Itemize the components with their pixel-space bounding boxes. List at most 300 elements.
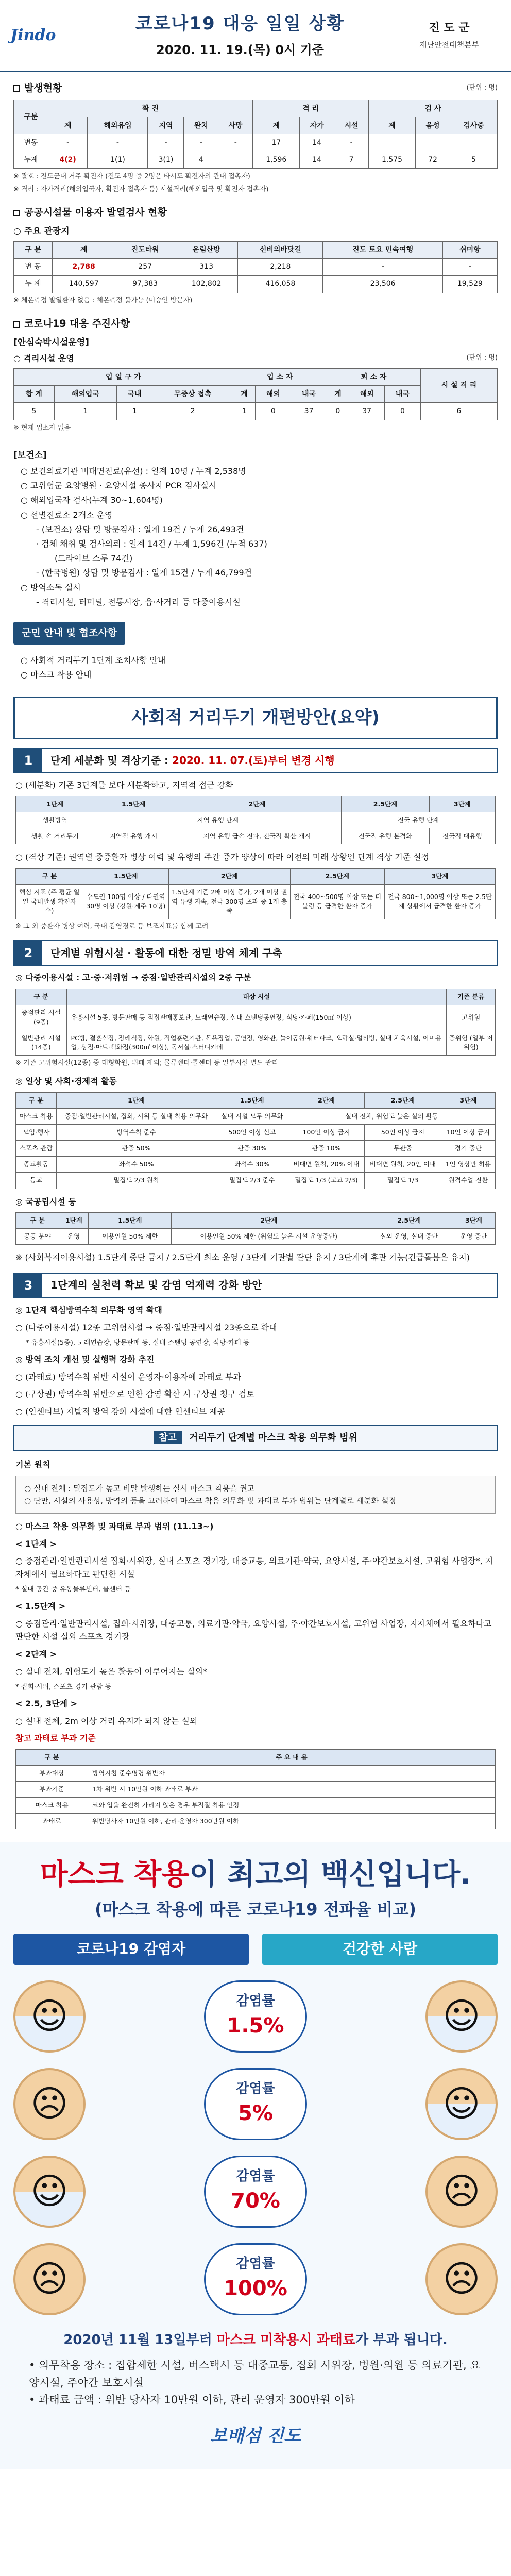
cell: 방역지침 준수명령 위반자 — [88, 1765, 496, 1781]
table-header: 지역 — [148, 117, 184, 134]
cell: 관중 10% — [288, 1141, 364, 1157]
masked-person-icon: ☺ — [13, 2156, 86, 2228]
cell — [218, 151, 253, 168]
cell: 14 — [300, 151, 334, 168]
scenario-row — [13, 1980, 498, 2053]
detail-line: • 의무착용 장소 : 집합제한 시설, 버스택시 등 대중교통, 집회 시위장, 병원·의원 등 의료기관, 요양시설, 주야간 보호시설 — [29, 2359, 481, 2389]
cell: 102,802 — [175, 276, 237, 293]
cell: 밀집도 1/3 (고교 2/3) — [288, 1173, 364, 1189]
cell: 중위험 (일부 저위험) — [447, 1030, 496, 1056]
table-header: 내국 — [291, 386, 327, 403]
unmasked-person-icon: ☹ — [13, 2068, 86, 2140]
cell: 2,218 — [238, 258, 323, 275]
mask-callout — [13, 1425, 498, 1451]
cell: 37 — [349, 403, 385, 420]
table-header: 해외유입 — [88, 117, 148, 134]
cell: 이용인원 50% 제한 — [89, 1229, 172, 1245]
cell: 전국 400~500명 이상 또는 더블링 등 급격한 환자 증가 — [290, 884, 384, 919]
poster-headline-emphasis: 마스크 착용 — [40, 1858, 190, 1892]
step-number: 1 — [14, 749, 42, 772]
table-header: 계 — [369, 117, 416, 134]
scenario-row — [13, 2156, 498, 2228]
row-label: 마스크 착용 — [16, 1798, 88, 1814]
cell: 실외 운영, 실내 중단 — [366, 1229, 452, 1245]
table-header: 해외 — [256, 386, 291, 403]
facility-table — [13, 241, 498, 293]
cell: 4 — [184, 151, 218, 168]
table-row — [16, 1798, 496, 1814]
table-header: 사망 — [218, 117, 253, 134]
table-header: 해외 — [349, 386, 385, 403]
paragraph: ○ 실내 전체 : 밀집도가 높고 비말 발생하는 실시 마스크 착용을 권고 — [24, 1483, 255, 1493]
paragraph: ○ (다중이용시설) 12종 고위험시설 → 중점·일반관리시설 23종으로 확대 — [15, 1322, 277, 1332]
paragraph: ※ (사회복지이용시설) 1.5단계 중단 금지 / 2.5단계 최소 운영 / 3단계 기관별 판단 유지 / 3단계에 휴관 가능(긴급돌봄은 유지) — [15, 1252, 470, 1263]
step-header — [13, 1273, 498, 1298]
poster-subheadline: (마스크 착용에 따른 코로나19 전파율 비교) — [94, 1899, 417, 1919]
table-header: 진도 토요 민속여행 — [323, 241, 442, 258]
table-header: 자가 — [300, 117, 334, 134]
cell: 17 — [253, 134, 300, 151]
subsection-title: ◎ 다중이용시설 : 고·중·저위험 → 중점·일반관리시설의 2중 구분 — [15, 973, 251, 983]
list-item: (드라이브 스루 74건) — [55, 553, 133, 564]
cell: 37 — [291, 403, 327, 420]
cell: - — [88, 134, 148, 151]
table-header: 1.5단계 — [89, 1213, 172, 1229]
cell: 7 — [334, 151, 369, 168]
infection-value: 100% — [224, 2277, 287, 2301]
square-bullet-icon — [13, 85, 20, 92]
report-header — [0, 0, 511, 72]
row-label: 마스크 착용 — [16, 1108, 57, 1124]
facility-class-table — [15, 989, 496, 1056]
cell: 4(2) — [48, 151, 88, 168]
disaster-section — [0, 308, 511, 435]
table-row — [16, 1141, 496, 1157]
row-label: 등교 — [16, 1173, 57, 1189]
cell: 운영 — [59, 1229, 89, 1245]
poster-notice — [13, 2331, 498, 2350]
masked-person-icon: ☺ — [425, 2068, 498, 2140]
table-header: 내국 — [385, 386, 420, 403]
step-header: 1 단계 세분화 및 격상기준 : 2020. 11. 07.(토)부터 변경 시행 — [13, 748, 498, 773]
table-note: ※ 기존 고위험시설(12종) 중 대형학원, 뷔페 제외; 물류센터·콜센터 등 일부시설 별도 관리 — [15, 1059, 279, 1067]
table-header: 기존 분류 — [447, 989, 496, 1005]
table-row — [16, 1157, 496, 1173]
table-header: 1.5단계 — [94, 796, 173, 812]
cell: - — [48, 134, 88, 151]
table-row — [16, 1030, 496, 1056]
subsection-title: ◎ 1단계 핵심방역수칙 의무화 영역 확대 — [15, 1304, 162, 1315]
poster-headline-rest: 이 최고의 백신입니다. — [189, 1858, 471, 1892]
list-item: ○ 고위험군 요양병원 · 요양시설 종사자 PCR 검사실시 — [21, 481, 217, 491]
cell: 416,058 — [238, 276, 323, 293]
cell: 비대면 원칙, 20인 이내 — [365, 1157, 441, 1173]
table-header: 2.5단계 — [342, 796, 430, 812]
table-header: 계 — [253, 117, 300, 134]
cell: 방역수칙 준수 — [57, 1125, 216, 1141]
cell: 경기 중단 — [441, 1141, 495, 1157]
table-row — [16, 1173, 496, 1189]
table-header: 2.5단계 — [365, 1092, 441, 1108]
paragraph: ○ (인센티브) 자발적 방역 강화 시설에 대한 인센티브 제공 — [15, 1406, 226, 1416]
cell: 코와 입을 완전히 가리지 않은 경우 부적절 착용 인정 — [88, 1798, 496, 1814]
list-item: ○ 사회적 거리두기 1단계 조치사항 안내 — [21, 655, 166, 665]
subsection-title: 참고 과태료 부과 기준 — [15, 1733, 96, 1743]
subsection-title: ◎ 방역 조치 개선 및 실행력 강화 추진 — [15, 1354, 155, 1364]
cell: 전국적 유행 본격화 — [342, 828, 430, 844]
stage-label: < 2.5, 3단계 > — [15, 1698, 77, 1708]
unmasked-person-icon: ☹ — [13, 2243, 86, 2315]
row-label: 공공 분야 — [16, 1229, 59, 1245]
cell: 전국적 대유행 — [429, 828, 495, 844]
table-header: 3단계 — [441, 1092, 495, 1108]
table-header: 3단계 — [429, 796, 495, 812]
table-row — [16, 828, 496, 844]
cell: 밀집도 2/3 원칙 — [57, 1173, 216, 1189]
cell: 2 — [152, 403, 233, 420]
cell: 수도권 100명 이상 / 타권역 30명 이상 (강원·제주 10명) — [83, 884, 168, 919]
section-title: 코로나19 대응 주진사항 — [24, 318, 130, 330]
step-header — [13, 940, 498, 966]
table-header: 해외입국 — [54, 386, 116, 403]
table-header: 합 계 — [14, 386, 55, 403]
cell: 원격수업 전환 — [441, 1173, 495, 1189]
infection-label: 감염률 — [236, 2168, 275, 2184]
table-header: 1.5단계 — [83, 868, 168, 884]
paragraph-note: * 유흥시설(5종), 노래연습장, 방문판매 등, 실내 스탠딩 공연장, 식당·카페 등 — [26, 1339, 250, 1347]
section-title: 공공시설물 이용자 발열검사 현황 — [24, 207, 167, 218]
cell: - — [442, 258, 497, 275]
cell: 23,506 — [323, 276, 442, 293]
table-header: 주 요 내 용 — [88, 1749, 496, 1765]
cell: PC방, 결혼식장, 장례식장, 학원, 직업훈련기관, 목욕장업, 공연장, 영화관, 놀이공원·워터파크, 오락실·멀티방, 실내 체육시설, 이미용업, 상점·마트·백화점(300㎡ 이상), 독서실·스터디카페 — [66, 1030, 447, 1056]
table-header: 운림산방 — [175, 241, 237, 258]
infection-rate-badge — [204, 2156, 307, 2228]
table-row — [14, 403, 498, 420]
jindo-logo: Jindo — [10, 26, 56, 44]
table-note: ※ 괄호 : 진도군내 거주 확진자 (진도 4명 중 2명은 타시도 확진자의 관내 접촉자) — [13, 172, 250, 180]
cell: 운영 중단 — [452, 1229, 495, 1245]
health-section — [0, 435, 511, 613]
cell: 1,596 — [253, 151, 300, 168]
table-header: 완치 — [184, 117, 218, 134]
table-header: 확 진 — [48, 100, 252, 117]
list-item: ○ 방역소독 실시 — [21, 582, 81, 592]
cell: 밀집도 1/3 — [365, 1173, 441, 1189]
unmasked-person-icon: ☹ — [425, 2156, 498, 2228]
table-header: 진도타워 — [115, 241, 175, 258]
occurrence-section — [0, 72, 511, 196]
subsection-title: 기본 원칙 — [15, 1460, 50, 1470]
row-label: 과태료 — [16, 1814, 88, 1829]
step-number: 2 — [14, 941, 42, 965]
table-row — [16, 884, 496, 919]
table-header: 시 설 격 리 — [420, 368, 497, 403]
paragraph-note: * 실내 공간 중 유통물류센터, 콜센터 등 — [15, 1586, 131, 1594]
stage-label: < 1.5단계 > — [15, 1601, 66, 1612]
table-header: 시설 — [334, 117, 369, 134]
cell: 위반당사자 10만원 이하, 관리·운영자 300만원 이하 — [88, 1814, 496, 1829]
stage-label: < 2단계 > — [15, 1649, 57, 1659]
table-header: 입 소 자 — [233, 368, 327, 385]
table-header: 1.5단계 — [216, 1092, 288, 1108]
cell: 50인 이상 금지 — [365, 1125, 441, 1141]
table-header: 구 분 — [16, 989, 67, 1005]
table-header: 2.5단계 — [290, 868, 384, 884]
cell: 무관중 — [365, 1141, 441, 1157]
infection-label: 감염률 — [236, 2080, 275, 2096]
subsection-title: ◎ 국공립시설 등 — [15, 1196, 76, 1207]
paragraph: ○ 실내 전체, 2m 이상 거리 유지가 되지 않는 실외 — [15, 1716, 198, 1726]
cell: 생활 속 거리두기 — [16, 828, 94, 844]
cell: 97,383 — [115, 276, 175, 293]
list-item: ○ 마스크 착용 안내 — [21, 669, 92, 680]
cell: 전국 유행 단계 — [342, 812, 496, 828]
paragraph: ○ 중점관리·일반관리시설 집회·시위장, 실내 스포츠 경기장, 대중교통, 의료기관·약국, 요양시설, 주·야간보호시설, 고위험 사업장*, 지자체에서 필요하다고 판단한 시설 — [15, 1556, 493, 1579]
table-header: 검 사 — [369, 100, 498, 117]
cell: - — [334, 134, 369, 151]
table-note: ※ 격리 : 자가격리(해외입국자, 확진자 접촉자 등) 시설격리(해외입국 및 확진자 접촉자) — [13, 185, 269, 193]
notice-text: 가 부과 됩니다. — [355, 2332, 448, 2348]
cell: 유흥시설 5종, 방문판매 등 직접판매홍보관, 노래연습장, 실내 스탠딩공연장, 식당·카페(150㎡ 이상) — [66, 1005, 447, 1030]
table-header: 2단계 — [168, 868, 290, 884]
list-item: - (한국병원) 상담 및 방문검사 : 일계 15건 / 누계 46,799건 — [36, 568, 252, 578]
subsection-title: [안심숙박시설운영] — [13, 337, 89, 348]
cell: 전국 800~1,000명 이상 또는 2.5단계 상황에서 급격한 환자 증가 — [384, 884, 495, 919]
subsection-title: ○ 격리시설 운영 — [13, 353, 74, 363]
cell: 10인 이상 금지 — [441, 1125, 495, 1141]
cell: 1,575 — [369, 151, 416, 168]
step-title: 1단계의 실천력 확보 및 감염 억제력 강화 방안 — [50, 1279, 262, 1292]
cell: 500인 이상 신고 — [216, 1125, 288, 1141]
unit-label: (단위 : 명) — [466, 353, 498, 362]
cell: 100인 이상 금지 — [288, 1125, 364, 1141]
table-row — [16, 1229, 496, 1245]
stage-label: < 1단계 > — [15, 1538, 57, 1549]
callout-title: 거리두기 단계별 마스크 착용 의무화 범위 — [189, 1432, 357, 1444]
facility-section — [0, 196, 511, 308]
table-header: 퇴 소 자 — [327, 368, 420, 385]
row-label: 종교활동 — [16, 1157, 57, 1173]
row-label: 부과기준 — [16, 1781, 88, 1797]
cell: 지역 유행 단계 — [94, 812, 342, 828]
table-header: 2단계 — [288, 1092, 364, 1108]
cell: - — [218, 134, 253, 151]
table-row — [16, 1005, 496, 1030]
step-title: 단계별 위험시설 · 활동에 대한 정밀 방역 체계 구축 — [50, 946, 282, 959]
detail-line: • 과태료 금액 : 위반 당사자 10만원 이하, 관리 운영자 300만원 이하 — [29, 2394, 355, 2406]
table-row — [14, 258, 498, 275]
dept-name: 재난안전대책본부 — [419, 40, 479, 49]
cell — [450, 134, 497, 151]
cell: 생활방역 — [16, 812, 94, 828]
activity-table — [15, 1092, 496, 1189]
cell: 중점·일반관리시설, 집회, 시위 등 실내 착용 의무화 — [57, 1108, 216, 1124]
cell: 313 — [175, 258, 237, 275]
notice-emphasis: 마스크 미착용시 과태료 — [216, 2332, 356, 2348]
table-header: 구분 — [14, 100, 48, 134]
poster-headline — [13, 1857, 498, 1892]
table-header: 구 분 — [16, 1213, 59, 1229]
square-bullet-icon — [13, 210, 20, 216]
table-row — [16, 1108, 496, 1124]
table-note: ※ 현재 입소자 없음 — [13, 423, 71, 432]
table-header: 구 분 — [14, 241, 53, 258]
subsection-title: ○ 마스크 착용 의무화 및 과태료 부과 범위 (11.13~) — [15, 1521, 214, 1531]
list-item: ○ 해외입국자 검사(누계 30~1,604명) — [21, 495, 163, 505]
cell: 1 — [54, 403, 116, 420]
table-header: 3단계 — [452, 1213, 495, 1229]
distancing-title: 사회적 거리두기 개편방안(요약) — [13, 697, 498, 739]
square-bullet-icon — [13, 321, 20, 328]
section-title: 발생현황 — [24, 82, 62, 94]
table-header: 구 분 — [16, 1092, 57, 1108]
cell: 관중 30% — [216, 1141, 288, 1157]
table-row — [16, 1781, 496, 1797]
paragraph: ○ (세분화) 기존 3단계를 보다 세분화하고, 지역적 접근 강화 — [15, 780, 233, 790]
shelter-table — [13, 368, 498, 420]
row-label: 부과대상 — [16, 1765, 88, 1781]
table-note: ※ 체온측정 발열환자 없음 : 체온측정 불가능 (미승인 방문자) — [13, 296, 193, 304]
cell: 1(1) — [88, 151, 148, 168]
cell: 지역 유행 급속 전파, 전국적 확산 개시 — [173, 828, 341, 844]
infection-value: 1.5% — [227, 2014, 284, 2038]
occurrence-table — [13, 100, 498, 169]
report-title: 코로나19 대응 일일 상황 — [135, 13, 345, 35]
paragraph: ○ (과태료) 방역수칙 위반 시설이 운영자·이용자에 과태료 부과 — [15, 1371, 242, 1382]
table-row — [14, 276, 498, 293]
subsection-title: [보건소] — [13, 450, 47, 461]
cell: 실내 전체, 위험도 높은 실외 활동 — [288, 1108, 495, 1124]
table-row — [14, 151, 498, 168]
org-name: 진 도 군 — [429, 21, 470, 35]
cell: 5 — [450, 151, 497, 168]
row-label: 중점관리 시설 (9종) — [16, 1005, 67, 1030]
table-header: 검사중 — [450, 117, 497, 134]
scenario-row — [13, 2068, 498, 2140]
step-number: 3 — [14, 1274, 42, 1297]
table-header: 입 일 구 가 — [14, 368, 233, 385]
infection-rate-badge — [204, 2068, 307, 2140]
cell: 140,597 — [52, 276, 115, 293]
list-item: · 검체 채취 및 검사의뢰 : 일계 14건 / 누계 1,596건 (누적 637) — [36, 539, 267, 549]
stage-table — [15, 796, 496, 844]
list-item: - (보건소) 상담 및 방문검사 : 일계 19건 / 누계 26,493건 — [36, 524, 244, 534]
table-header: 계 — [48, 117, 88, 134]
notice-banner: 군민 안내 및 협조사항 — [13, 622, 125, 645]
cell: - — [323, 258, 442, 275]
masked-person-icon: ☺ — [425, 1980, 498, 2053]
cell: 1 — [116, 403, 152, 420]
cell: 0 — [327, 403, 349, 420]
cell: 6 — [420, 403, 497, 420]
cell: 밀집도 2/3 준수 — [216, 1173, 288, 1189]
row-label: 변 동 — [14, 258, 53, 275]
table-header: 국내 — [116, 386, 152, 403]
row-label: 누계 — [14, 151, 48, 168]
cell: 고위험 — [447, 1005, 496, 1030]
cell: 14 — [300, 134, 334, 151]
table-header: 1단계 — [57, 1092, 216, 1108]
infection-rate-badge — [204, 1980, 307, 2053]
table-row — [16, 1765, 496, 1781]
cell: 72 — [416, 151, 450, 168]
table-header: 2단계 — [172, 1213, 366, 1229]
infection-rate-badge — [204, 2243, 307, 2315]
table-row — [14, 134, 498, 151]
cell: - — [148, 134, 184, 151]
cell: 5 — [14, 403, 55, 420]
infected-header: 코로나19 감염자 — [13, 1934, 249, 1965]
scenario-row — [13, 2243, 498, 2315]
cell — [369, 134, 416, 151]
cell: 이용인원 50% 제한 (위험도 높은 시설 운영중단) — [172, 1229, 366, 1245]
cell: 1인 영상만 허용 — [441, 1157, 495, 1173]
cell: 1 — [233, 403, 255, 420]
row-label: 일반관리 시설 (14종) — [16, 1030, 67, 1056]
cell: 1차 위반 시 10만원 이하 과태료 부과 — [88, 1781, 496, 1797]
cell: 비대면 원칙, 20% 이내 — [288, 1157, 364, 1173]
cell: 257 — [115, 258, 175, 275]
mask-poster — [0, 1842, 511, 2469]
subsection-title: ○ 주요 관광지 — [13, 226, 70, 236]
penalty-table — [15, 1749, 496, 1830]
poster-details — [13, 2357, 498, 2409]
table-header: 계 — [233, 386, 255, 403]
table-header: 3단계 — [384, 868, 495, 884]
step-title: 단계 세분화 및 격상기준 — [50, 754, 161, 767]
table-header: 무증상 접촉 — [152, 386, 233, 403]
table-header: 신비의바닷길 — [238, 241, 323, 258]
paragraph: ○ (격상 기준) 권역별 중증환자 병상 여력 및 유행의 주간 증가 양상이 따라 이전의 미래 상황인 단계 격상 기준 설정 — [15, 852, 430, 862]
list-item: - 격리시설, 터미널, 전통시장, 읍·사거리 등 다중이용시설 — [36, 597, 241, 607]
table-header: 2.5단계 — [366, 1213, 452, 1229]
row-label: 스포츠 관람 — [16, 1141, 57, 1157]
table-header: 1단계 — [59, 1213, 89, 1229]
table-header: 대상 시설 — [66, 989, 447, 1005]
infected-column — [13, 1934, 249, 1965]
table-header: 1단계 — [16, 796, 94, 812]
table-header: 2단계 — [173, 796, 341, 812]
infection-label: 감염률 — [236, 2256, 275, 2272]
cell: 3(1) — [148, 151, 184, 168]
cell: 관중 50% — [57, 1141, 216, 1157]
paragraph: ○ (구상권) 방역수칙 위반으로 인한 감염 확산 시 구상권 청구 검토 — [15, 1389, 254, 1399]
table-row — [16, 1125, 496, 1141]
cell: 0 — [256, 403, 291, 420]
subsection-title: ◎ 일상 및 사회·경제적 활동 — [15, 1076, 117, 1087]
infection-label: 감염률 — [236, 1993, 275, 2009]
healthy-header: 건강한 사람 — [262, 1934, 498, 1965]
notice-text: 2020년 11월 13일부터 — [63, 2332, 212, 2348]
cell: 0 — [385, 403, 420, 420]
notice-section — [0, 650, 511, 685]
row-label: 모임·행사 — [16, 1125, 57, 1141]
infection-value: 5% — [238, 2102, 273, 2126]
table-header: 계 — [327, 386, 349, 403]
table-header: 격 리 — [253, 100, 369, 117]
cell: 좌석수 30% — [216, 1157, 288, 1173]
table-note: ※ 그 외 중환자 병상 여력, 국내 감염경로 등 보조지표를 함께 고려 — [15, 923, 209, 931]
step-effective-date: 2020. 11. 07.(토)부터 변경 시행 — [172, 754, 335, 767]
cell: 19,529 — [442, 276, 497, 293]
principle-box — [15, 1476, 496, 1514]
paragraph: ○ 실내 전체, 위험도가 높은 활동이 이루어지는 실외* — [15, 1666, 207, 1676]
table-header: 쉬미항 — [442, 241, 497, 258]
unmasked-person-icon: ☹ — [425, 2243, 498, 2315]
paragraph-note: * 집회·시위, 스포츠 경기 관람 등 — [15, 1683, 112, 1691]
list-item: ○ 보건의료기관 비대면진료(유선) : 일계 10명 / 누계 2,538명 — [21, 466, 246, 477]
